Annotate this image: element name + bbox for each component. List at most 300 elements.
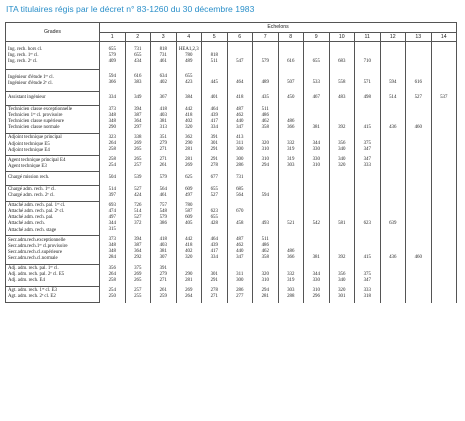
echelon-value-cell — [125, 172, 151, 185]
index-value: 458 — [236, 220, 244, 226]
index-value: 402 — [185, 118, 193, 124]
index-value: 514 — [108, 186, 116, 192]
echelon-value-cell — [253, 172, 279, 185]
index-value: 381 — [312, 124, 320, 130]
echelon-value-cell — [278, 185, 304, 201]
echelon-value-cell — [406, 92, 432, 105]
index-value: 579 — [261, 58, 269, 64]
index-value: 685 — [236, 186, 244, 192]
echelon-value-cell — [125, 156, 151, 172]
grade-group — [6, 286, 457, 302]
index-value: 333 — [363, 287, 371, 293]
echelon-value-cell — [227, 286, 253, 302]
echelon-value-cell — [151, 156, 177, 172]
echelon-column-header: 1 — [100, 33, 126, 42]
index-value: 303 — [287, 287, 295, 293]
index-value: 286 — [236, 163, 244, 169]
index-value: 264 — [108, 271, 116, 277]
index-value: 527 — [414, 94, 422, 100]
index-value — [304, 175, 329, 181]
echelon-value-cell — [100, 105, 126, 133]
grade-label: Adjoint technique E4 — [8, 147, 50, 153]
index-value: 351 — [159, 134, 167, 140]
index-value: 440 — [236, 118, 244, 124]
grade-label: Ingénieur d'étude 2ᵉ cl. — [8, 80, 53, 86]
echelon-value-cell — [431, 264, 457, 286]
index-value: 319 — [287, 277, 295, 283]
index-value: 564 — [159, 186, 167, 192]
index-value: 731 — [134, 46, 142, 52]
index-value: 307 — [159, 255, 167, 261]
echelon-value-cell — [304, 185, 330, 201]
index-value: 511 — [210, 58, 218, 64]
index-value: 497 — [185, 192, 193, 198]
grade-labels-cell — [6, 92, 100, 105]
index-value: 320 — [261, 141, 269, 147]
index-value: 547 — [236, 58, 244, 64]
index-value: 301 — [338, 293, 346, 299]
echelon-value-cell — [151, 264, 177, 286]
echelon-value-cell — [406, 156, 432, 172]
index-value: 291 — [210, 157, 218, 163]
index-value: 392 — [338, 124, 346, 130]
echelon-value-cell — [304, 92, 330, 105]
echelon-column-header: 2 — [125, 33, 151, 42]
index-value: 464 — [210, 106, 218, 112]
index-value: 507 — [287, 80, 295, 86]
grade-labels-cell — [6, 185, 100, 201]
index-value: 347 — [236, 124, 244, 130]
index-value: 483 — [338, 94, 346, 100]
index-value: 288 — [287, 293, 295, 299]
echelon-value-cell — [202, 70, 228, 92]
index-value: 290 — [185, 271, 193, 277]
index-value: 375 — [134, 265, 142, 271]
index-value: 402 — [185, 249, 193, 255]
index-value: 462 — [236, 112, 244, 118]
index-value: 320 — [185, 124, 193, 130]
index-value: 340 — [338, 157, 346, 163]
index-value: 269 — [185, 287, 193, 293]
echelon-value-cell — [355, 70, 381, 92]
echelon-value-cell — [278, 201, 304, 235]
index-value: 356 — [108, 265, 116, 271]
index-value: 486 — [287, 118, 295, 124]
index-value: 415 — [363, 124, 371, 130]
index-value: 332 — [287, 271, 295, 277]
index-value: 347 — [363, 157, 371, 163]
index-value: 780 — [185, 52, 193, 58]
grade-group — [6, 133, 457, 155]
index-value: 375 — [363, 271, 371, 277]
index-value: 489 — [261, 80, 269, 86]
index-value: 381 — [312, 255, 320, 261]
grade-group — [6, 264, 457, 286]
echelon-value-cell — [329, 92, 355, 105]
index-value: 581 — [338, 220, 346, 226]
index-value — [304, 227, 329, 233]
echelon-value-cell — [304, 105, 330, 133]
index-value: 818 — [159, 46, 167, 52]
grade-label: Adj. adm. rech. pal. 2ᵉ cl. E5 — [8, 272, 65, 278]
index-value: 347 — [363, 147, 371, 153]
index-value: 616 — [287, 58, 295, 64]
grade-label: Secr.adm.rech.cl.supérieure — [8, 249, 63, 255]
echelon-value-cell — [355, 133, 381, 155]
grade-label: Technicien classe normale — [8, 125, 60, 131]
index-value: 497 — [108, 214, 116, 220]
index-value: 413 — [236, 134, 244, 140]
index-value: 340 — [338, 277, 346, 283]
index-value: 290 — [185, 141, 193, 147]
index-value: 731 — [159, 52, 167, 58]
index-value: 757 — [159, 202, 167, 208]
index-value: 310 — [261, 277, 269, 283]
grade-labels-cell — [6, 42, 100, 70]
echelon-column-header: 4 — [176, 33, 202, 42]
index-value: 303 — [287, 163, 295, 169]
echelon-value-cell — [431, 105, 457, 133]
index-value: 391 — [159, 265, 167, 271]
index-value: 344 — [312, 271, 320, 277]
index-value: 521 — [287, 220, 295, 226]
index-value: 323 — [108, 134, 116, 140]
index-value — [432, 227, 457, 233]
index-value: 634 — [159, 74, 167, 80]
echelon-value-cell — [151, 185, 177, 201]
echelon-value-cell — [355, 42, 381, 70]
index-value: 428 — [210, 220, 218, 226]
index-value: 386 — [159, 220, 167, 226]
index-value — [381, 278, 406, 284]
echelon-value-cell — [253, 133, 279, 155]
echelon-value-cell — [329, 172, 355, 185]
grade-label: Ingénieur d'étude 1ʳᵉ cl. — [8, 74, 54, 80]
index-value: 436 — [389, 124, 397, 130]
index-value: 487 — [236, 106, 244, 112]
index-value: 281 — [185, 157, 193, 163]
index-value: 609 — [185, 214, 193, 220]
index-value: 418 — [185, 112, 193, 118]
grade-label: Attaché adm. rech. pal. — [8, 215, 54, 221]
echelon-value-cell — [151, 286, 177, 302]
echelon-value-cell — [431, 286, 457, 302]
echelon-value-cell — [227, 264, 253, 286]
index-value: 683 — [338, 58, 346, 64]
echelon-value-cell — [406, 201, 432, 235]
echelon-value-cell — [406, 185, 432, 201]
index-value: 677 — [210, 174, 218, 180]
index-value: 462 — [261, 249, 269, 255]
echelon-value-cell — [227, 70, 253, 92]
grade-group — [6, 201, 457, 235]
index-value: 487 — [236, 237, 244, 243]
echelon-value-cell — [329, 185, 355, 201]
index-value: 445 — [210, 80, 218, 86]
index-value: 514 — [389, 94, 397, 100]
index-value: 294 — [261, 287, 269, 293]
index-value: 356 — [338, 271, 346, 277]
echelon-value-cell — [278, 156, 304, 172]
index-value: 300 — [236, 277, 244, 283]
echelon-value-cell — [380, 185, 406, 201]
index-value: 258 — [108, 147, 116, 153]
index-value: 281 — [261, 293, 269, 299]
echelon-value-cell — [253, 264, 279, 286]
index-value: 338 — [134, 134, 142, 140]
index-value: 394 — [134, 106, 142, 112]
index-value: 417 — [210, 249, 218, 255]
index-value: 579 — [108, 52, 116, 58]
echelon-value-cell — [278, 42, 304, 70]
grade-group — [6, 185, 457, 201]
echelon-value-cell — [100, 156, 126, 172]
echelon-value-cell — [253, 201, 279, 235]
index-value — [381, 163, 406, 169]
echelon-value-cell — [406, 264, 432, 286]
grade-labels-cell — [6, 264, 100, 286]
index-value: 255 — [134, 293, 142, 299]
index-value: 319 — [287, 157, 295, 163]
echelon-value-cell — [380, 172, 406, 185]
echelon-value-cell — [431, 133, 457, 155]
echelon-column-header: 8 — [278, 33, 304, 42]
grade-labels-cell — [6, 156, 100, 172]
echelon-value-cell — [151, 133, 177, 155]
grade-label: Attaché adm. rech. pal. 2ᵉ cl. — [8, 209, 65, 215]
index-value — [406, 163, 431, 169]
echelon-value-cell — [278, 105, 304, 133]
index-value: 594 — [261, 192, 269, 198]
index-value: 265 — [134, 157, 142, 163]
index-value: 655 — [134, 52, 142, 58]
index-value — [355, 175, 380, 181]
index-value: 609 — [185, 186, 193, 192]
echelon-value-cell — [100, 133, 126, 155]
echelon-value-cell — [176, 156, 202, 172]
echelon-value-cell — [380, 236, 406, 264]
index-value: 344 — [312, 141, 320, 147]
index-value: 542 — [312, 220, 320, 226]
index-value — [432, 193, 457, 199]
index-value: 579 — [159, 174, 167, 180]
index-value: 373 — [108, 106, 116, 112]
index-value: HEA1,2,3 — [178, 46, 199, 52]
index-value: 489 — [185, 58, 193, 64]
index-value: 818 — [210, 52, 218, 58]
echelon-value-cell — [176, 185, 202, 201]
echelon-value-cell — [176, 133, 202, 155]
echelon-value-cell — [304, 156, 330, 172]
index-value: 381 — [159, 249, 167, 255]
index-value: 511 — [261, 237, 269, 243]
index-value — [432, 59, 457, 65]
index-value: 372 — [134, 220, 142, 226]
grade-label: Agt. adm. rech. 2ᵉ cl. E2 — [8, 294, 56, 300]
echelon-value-cell — [406, 286, 432, 302]
echelon-value-cell — [227, 156, 253, 172]
index-value: 693 — [108, 202, 116, 208]
grade-label: Chargé adm. rech. 1ʳᵉ cl. — [8, 187, 56, 192]
index-value: 639 — [389, 220, 397, 226]
index-value: 257 — [134, 163, 142, 169]
grade-labels-cell — [6, 201, 100, 235]
index-value: 347 — [363, 277, 371, 283]
index-value: 726 — [134, 202, 142, 208]
index-value: 271 — [159, 277, 167, 283]
index-value: 467 — [312, 94, 320, 100]
echelon-value-cell — [202, 201, 228, 235]
index-value — [406, 227, 431, 233]
index-value: 436 — [389, 255, 397, 261]
index-value: 286 — [236, 287, 244, 293]
echelon-column-header: 3 — [151, 33, 177, 42]
index-value: 514 — [134, 208, 142, 214]
index-value: 493 — [261, 220, 269, 226]
index-value — [202, 227, 227, 233]
echelon-value-cell — [176, 201, 202, 235]
echelon-table — [5, 22, 457, 303]
index-value: 402 — [159, 80, 167, 86]
echelon-value-cell — [355, 105, 381, 133]
index-value: 258 — [108, 277, 116, 283]
echelon-value-cell — [176, 236, 202, 264]
echelon-value-cell — [125, 185, 151, 201]
index-value: 300 — [236, 157, 244, 163]
index-value: 313 — [159, 124, 167, 130]
echelon-value-cell — [380, 286, 406, 302]
echelon-value-cell — [355, 156, 381, 172]
echelon-value-cell — [406, 42, 432, 70]
index-value: 623 — [210, 208, 218, 214]
echelon-value-cell — [253, 236, 279, 264]
grade-group — [6, 156, 457, 172]
echelon-value-cell — [176, 264, 202, 286]
index-value — [406, 147, 431, 153]
index-value: 464 — [236, 80, 244, 86]
index-value: 558 — [338, 80, 346, 86]
index-value: 511 — [261, 106, 269, 112]
echelon-column-header: 14 — [431, 33, 457, 42]
index-value: 311 — [236, 141, 244, 147]
echelon-column-header: 12 — [380, 33, 406, 42]
echelon-value-cell — [125, 236, 151, 264]
echelon-value-cell — [304, 42, 330, 70]
index-value: 358 — [261, 255, 269, 261]
index-value: 434 — [134, 58, 142, 64]
index-value — [381, 59, 406, 65]
echelon-value-cell — [355, 92, 381, 105]
index-value: 571 — [363, 80, 371, 86]
echelon-value-cell — [406, 105, 432, 133]
index-value: 291 — [210, 147, 218, 153]
echelon-value-cell — [100, 92, 126, 105]
index-value: 616 — [414, 80, 422, 86]
index-value: 362 — [185, 134, 193, 140]
index-value — [406, 193, 431, 199]
index-value: 548 — [159, 208, 167, 214]
echelon-value-cell — [431, 185, 457, 201]
echelon-value-cell — [227, 236, 253, 264]
index-value — [432, 80, 457, 86]
index-value: 277 — [236, 293, 244, 299]
echelon-value-cell — [227, 92, 253, 105]
echelon-value-cell — [278, 236, 304, 264]
grade-label: Secr.adm.rech.cl.normale — [8, 255, 58, 261]
index-value: 415 — [363, 255, 371, 261]
echelon-value-cell — [227, 172, 253, 185]
index-value — [304, 193, 329, 199]
index-value: 527 — [210, 192, 218, 198]
grade-labels-cell — [6, 105, 100, 133]
index-value — [177, 227, 202, 233]
index-value: 435 — [261, 94, 269, 100]
echelon-value-cell — [100, 185, 126, 201]
index-value: 442 — [185, 237, 193, 243]
echelon-value-cell — [329, 286, 355, 302]
index-value: 366 — [108, 80, 116, 86]
grade-label: Chargé mission rech. — [8, 175, 50, 181]
index-value: 655 — [108, 46, 116, 52]
echelon-value-cell — [176, 42, 202, 70]
index-value: 310 — [261, 157, 269, 163]
echelon-value-cell — [202, 236, 228, 264]
index-value: 315 — [108, 227, 116, 233]
grade-label: Adjoint technique principal — [8, 135, 62, 141]
index-value: 278 — [210, 163, 218, 169]
grade-label: Assistant ingénieur — [8, 95, 46, 101]
index-value — [406, 59, 431, 65]
index-value: 373 — [108, 237, 116, 243]
index-value — [432, 125, 457, 131]
echelon-value-cell — [304, 264, 330, 286]
index-value — [381, 147, 406, 153]
echelon-value-cell — [151, 92, 177, 105]
echelon-value-cell — [355, 172, 381, 185]
index-value: 320 — [338, 287, 346, 293]
index-value: 319 — [287, 147, 295, 153]
echelon-value-cell — [406, 70, 432, 92]
echelon-value-cell — [253, 286, 279, 302]
echelon-value-cell — [202, 264, 228, 286]
index-value: 383 — [134, 80, 142, 86]
index-value: 498 — [363, 94, 371, 100]
echelon-value-cell — [278, 286, 304, 302]
echelon-value-cell — [100, 172, 126, 185]
echelon-value-cell — [151, 105, 177, 133]
index-value: 424 — [134, 192, 142, 198]
index-value: 296 — [312, 293, 320, 299]
index-value: 290 — [108, 124, 116, 130]
echelon-value-cell — [125, 92, 151, 105]
index-value: 264 — [108, 141, 116, 147]
echelon-value-cell — [202, 286, 228, 302]
index-value: 504 — [108, 174, 116, 180]
echelon-column-header: 5 — [202, 33, 228, 42]
echelon-value-cell — [355, 236, 381, 264]
index-value: 462 — [236, 243, 244, 249]
echelon-value-cell — [380, 201, 406, 235]
index-value: 460 — [414, 255, 422, 261]
index-value: 394 — [134, 237, 142, 243]
index-value: 533 — [312, 80, 320, 86]
echelon-value-cell — [151, 70, 177, 92]
echelon-value-cell — [355, 264, 381, 286]
index-value: 439 — [210, 112, 218, 118]
echelon-value-cell — [202, 185, 228, 201]
index-value: 731 — [236, 174, 244, 180]
grade-label: Ing. rech. hors cl. — [8, 46, 43, 52]
